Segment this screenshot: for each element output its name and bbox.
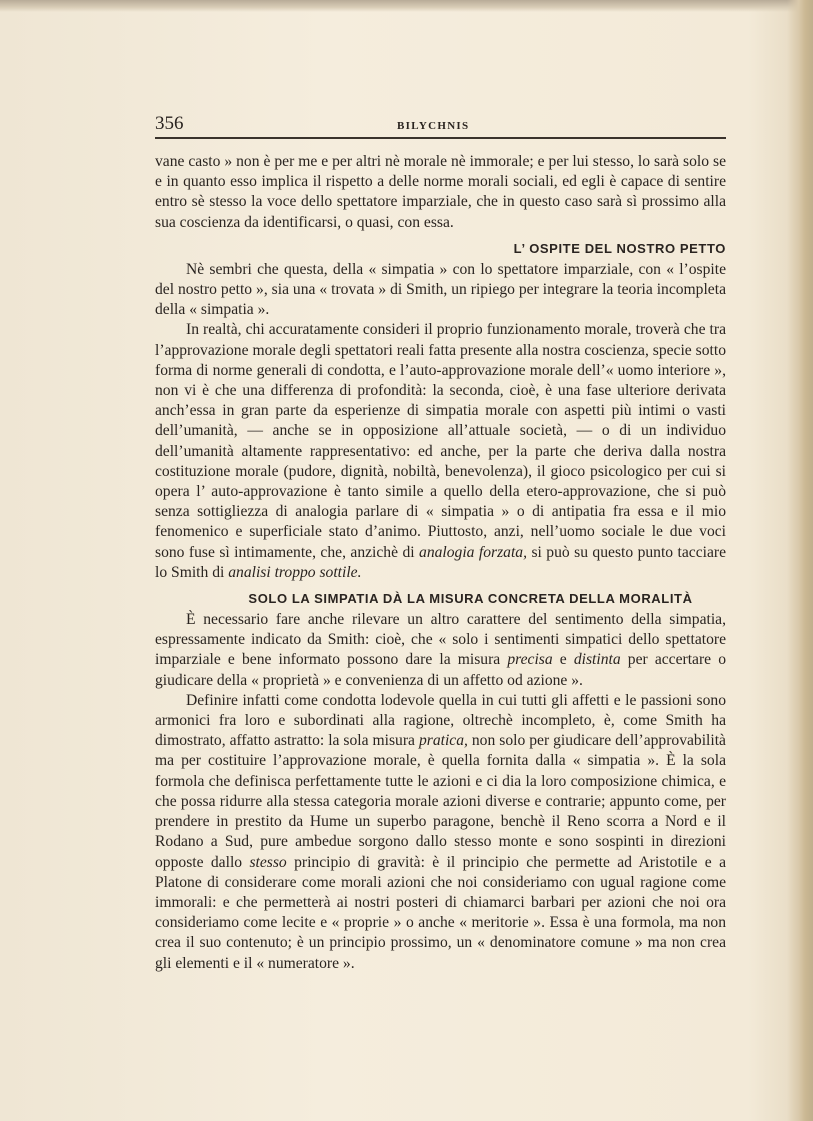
paragraph-3 xyxy=(155,320,726,583)
page-right-edge xyxy=(787,0,813,1121)
paragraph-3-emphasis-1: analogia forzata, xyxy=(419,543,528,561)
page-number: 356 xyxy=(155,113,184,134)
paragraph-4-text-b: e xyxy=(552,651,574,669)
page-top-edge xyxy=(0,0,813,12)
section-heading-2: SOLO LA SIMPATIA DÀ LA MISURA CONCRETA DELLA MORALITÀ xyxy=(248,591,693,607)
paragraph-4-text-a: È necessario fare anche rilevare un altro carattere del sentimento della simpatia, espressamente indicato da Smith: cioè, che « solo i sentimenti simpatici dello spettatore imparziale e bene informato possono dare la misura xyxy=(155,611,726,669)
paragraph-3-text: In realtà, chi accuratamente consideri il proprio funzionamento morale, troverà che tra l’approvazione morale degli spettatori reali fatta presente alla nostra coscienza, specie sotto forma di norme generali di condotta, e l’auto-approvazione morale dell’« uomo interiore », non vi è che una differenza di profondità: la seconda, cioè, è una fase ulteriore derivata anch’essa in gran parte da esperienze di simpatia morale con aspetti più intimi o vasti dell’umanità, — anche se in opposizione all’attuale società, — o di un individuo dell’umanità altamente rappresentativo: ed anche, per la parte che deriva dalla nostra costituzione morale (pudore, dignità, nobiltà, benevolenza), il gioco psicologico per cui si opera l’ auto-approvazione è tanto simile a quello della etero-approvazione, che si può senza sottigliezza di analogia parlare di « simpatia » o di antipatia fra essa e il mio fenomenico e superficiale stato d’animo. Piuttosto, anzi, nell’uomo sociale le due voci sono fuse sì intimamente, che, anzichè di xyxy=(155,321,726,561)
paragraph-2: Nè sembri che questa, della « simpatia » con lo spettatore imparziale, con « l’ospite del nostro petto », sia una « trovata » di Smith, un ripiego per integrare la teoria incompleta della « simpatia ». xyxy=(155,260,726,319)
paragraph-5-text-b: non solo per giudicare dell’approvabilità ma per costituire l’approvazione morale, è quella fornita dalla « simpatia ». È la sola formola che definisca perfettamente tutte le azioni e ci dia la loro composizione chimica, e che possa ridurre alla stessa categoria morale azioni diverse e contrarie; appunto come, per prendere in prestito da Hume un superbo paragone, benchè il Reno scorra a Nord e il Rodano a Sud, pure ambedue sorgono dallo stesso monte e sono sospinti in direzioni opposte dallo xyxy=(155,732,726,871)
paragraph-3-emphasis-2: analisi troppo sottile. xyxy=(228,563,362,581)
paragraph-5-emphasis-2: stesso xyxy=(249,853,287,871)
body-text xyxy=(155,152,726,974)
paragraph-3-text-mid: si può su questo punto tacciare lo Smith di xyxy=(155,543,726,581)
paragraph-5-text-a: Definire infatti come condotta lodevole quella in cui tutti gli affetti e le passioni sono armonici fra loro e subordinati alla ragione, oltrechè incompleto, è, come Smith ha dimostrato, affatto astratto: la sola misura xyxy=(155,691,726,750)
section-heading-1: L’ OSPITE DEL NOSTRO PETTO xyxy=(513,240,726,256)
paragraph-4 xyxy=(155,610,726,691)
page-header xyxy=(155,113,726,143)
header-rule xyxy=(155,137,726,139)
paragraph-4-text-c: per accertare o giudicare della « proprietà » e convenienza di un affetto od azione ». xyxy=(155,651,726,689)
paragraph-4-emphasis-2: distinta xyxy=(573,651,621,669)
running-head: BILYCHNIS xyxy=(397,120,470,132)
paragraph-1: vane casto » non è per me e per altri nè morale nè immorale; e per lui stesso, lo sarà solo se e in quanto esso implica il rispetto a delle norme morali sociali, ed egli è capace di sentire entro sè stesso la voce dello spettatore imparziale, che in questo caso sarà sì prossimo alla sua coscienza da identificarsi, o quasi, con essa. xyxy=(155,153,726,231)
paragraph-4-emphasis-1: precisa xyxy=(507,651,553,669)
paragraph-5-text-c: principio di gravità: è il principio che permette ad Aristotile e a Platone di considerare come morali azioni che noi consideriamo con ugual ragione come immorali: e che permetterà ai nostri posteri di chiamarci barbari per azioni che noi ora consideriamo come lecite e « proprie » o anche « meritorie ». Essa è una formola, ma non crea il suo contenuto; è un principio prossimo, un « denominatore comune » ma non crea gli elementi e il « numeratore ». xyxy=(155,853,726,972)
paragraph-5 xyxy=(155,691,726,974)
paragraph-5-emphasis-1: pratica, xyxy=(418,732,468,750)
